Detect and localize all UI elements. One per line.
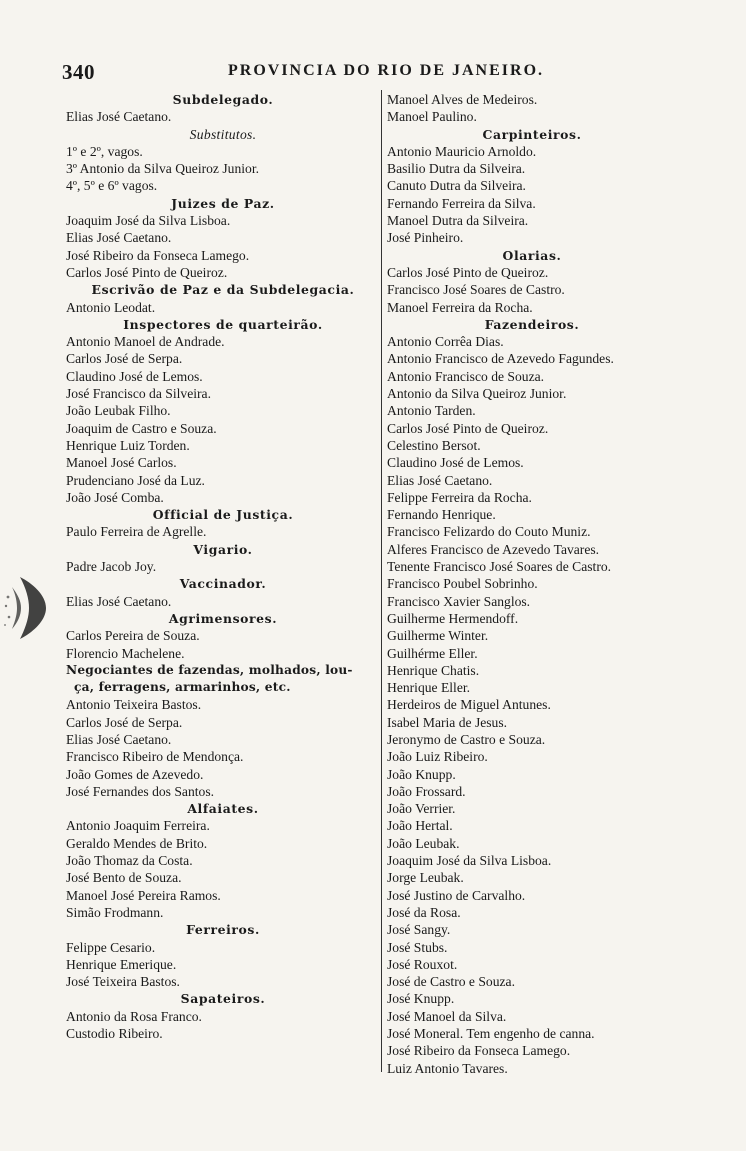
- right-column-entry: Canuto Dutra da Silveira.: [387, 178, 526, 194]
- left-column-entry: Joaquim José da Silva Lisboa.: [66, 213, 231, 229]
- right-column-entry: José da Rosa.: [387, 904, 461, 920]
- right-column-entry: João Leubak.: [387, 835, 460, 851]
- right-column-section-heading: Olarias.: [502, 247, 562, 263]
- right-column-entry: Francisco Xavier Sanglos.: [387, 593, 531, 609]
- left-column-entry: José Francisco da Silveira.: [66, 386, 211, 402]
- left-column-entry: Carlos José de Serpa.: [66, 714, 183, 730]
- left-column-entry: Felippe Cesario.: [66, 939, 156, 955]
- right-column-entry: José Stubs.: [387, 939, 448, 955]
- left-column-section-heading: ça, ferragens, armarinhos, etc.: [74, 680, 291, 695]
- left-column-entry: Florencio Machelene.: [66, 645, 185, 661]
- ink-blot-icon: [2, 573, 50, 643]
- left-column-entry: Prudenciano José da Luz.: [66, 472, 205, 488]
- left-column-entry: Henrique Luiz Torden.: [66, 437, 190, 453]
- right-column-entry: Antonio Tarden.: [387, 403, 476, 419]
- right-column-entry: Antonio da Silva Queiroz Junior.: [387, 386, 567, 402]
- right-column-entry: Herdeiros de Miguel Antunes.: [387, 697, 551, 713]
- left-column-section-heading: Alfaiates.: [187, 801, 259, 817]
- left-column-entry: Manoel José Carlos.: [66, 455, 177, 471]
- left-column-entry: João Leubak Filho.: [66, 403, 171, 419]
- right-column-entry: Guilhérme Eller.: [387, 645, 478, 661]
- left-column-entry: Carlos José de Serpa.: [66, 351, 183, 367]
- left-column-subheading: Substitutos.: [189, 126, 257, 142]
- right-column-entry: José Sangy.: [387, 922, 451, 938]
- right-column-entry: Fernando Ferreira da Silva.: [387, 195, 536, 211]
- right-column-entry: Carlos José Pinto de Queiroz.: [387, 264, 549, 280]
- right-column-entry: Guilherme Winter.: [387, 628, 489, 644]
- right-column-entry: Guilherme Hermendoff.: [387, 610, 519, 626]
- left-column-section-heading: Vigario.: [193, 541, 253, 557]
- right-column-entry: Manoel Dutra da Silveira.: [387, 213, 529, 229]
- left-column-entry: Geraldo Mendes de Brito.: [66, 835, 208, 851]
- right-column-entry: Joaquim José da Silva Lisboa.: [387, 853, 552, 869]
- right-column-entry: Jeronymo de Castro e Souza.: [387, 731, 546, 747]
- right-column: [387, 91, 677, 1077]
- left-column-section-heading: Agrimensores.: [168, 610, 278, 626]
- right-column-entry: Francisco José Soares de Castro.: [387, 282, 565, 298]
- left-column-entry: 3º Antonio da Silva Queiroz Junior.: [66, 161, 260, 177]
- right-column-entry: Henrique Chatis.: [387, 662, 480, 678]
- left-column-entry: Antonio Manoel de Andrade.: [66, 334, 225, 350]
- right-column-entry: Manoel Ferreira da Rocha.: [387, 299, 533, 315]
- right-column-entry: Celestino Bersot.: [387, 437, 481, 453]
- right-column-entry: Antonio Francisco de Azevedo Fagundes.: [387, 351, 614, 367]
- right-column-entry: Fernando Henrique.: [387, 507, 496, 523]
- left-column-section-heading: Sapateiros.: [180, 991, 266, 1007]
- left-column-section-heading: Escrivão de Paz e da Subdelegacia.: [91, 282, 355, 298]
- left-column: [66, 91, 380, 1042]
- left-column-entry: João Gomes de Azevedo.: [66, 766, 204, 782]
- right-column-section-heading: Carpinteiros.: [482, 126, 582, 142]
- right-column-entry: Francisco Felizardo do Couto Muniz.: [387, 524, 591, 540]
- left-column-section-heading: Vaccinador.: [179, 576, 267, 592]
- right-column-entry: João Knupp.: [387, 766, 456, 782]
- right-column-entry: Manoel Paulino.: [387, 109, 477, 125]
- right-column-entry: Claudino José de Lemos.: [387, 455, 524, 471]
- right-column-entry: José Moneral. Tem engenho de canna.: [387, 1026, 595, 1042]
- right-column-entry: Tenente Francisco José Soares de Castro.: [387, 559, 612, 575]
- left-column-entry: Custodio Ribeiro.: [66, 1026, 163, 1042]
- right-column-entry: João Hertal.: [387, 818, 453, 834]
- left-column-entry: Henrique Emerique.: [66, 956, 177, 972]
- left-column-entry: Elias José Caetano.: [66, 593, 172, 609]
- left-column-entry: Elias José Caetano.: [66, 731, 172, 747]
- left-column-entry: Antonio Leodat.: [66, 299, 156, 315]
- right-column-entry: Antonio Mauricio Arnoldo.: [387, 143, 537, 159]
- right-column-entry: Alferes Francisco de Azevedo Tavares.: [387, 541, 600, 557]
- left-column-section-heading: Juizes de Paz.: [171, 195, 275, 211]
- right-column-entry: Elias José Caetano.: [387, 472, 493, 488]
- left-column-section-heading: Subdelegado.: [172, 92, 274, 107]
- left-column-entry: Claudino José de Lemos.: [66, 368, 203, 384]
- right-column-entry: José Ribeiro da Fonseca Lamego.: [387, 1043, 571, 1059]
- left-column-entry: 4º, 5º e 6º vagos.: [66, 178, 158, 194]
- left-column-entry: João Thomaz da Costa.: [66, 853, 193, 869]
- left-column-entry: Paulo Ferreira de Agrelle.: [66, 524, 207, 540]
- right-column-entry: João Frossard.: [387, 783, 466, 799]
- right-column-entry: Antonio Corrêa Dias.: [387, 334, 504, 350]
- right-column-entry: Isabel Maria de Jesus.: [387, 714, 508, 730]
- left-column-section-heading: Inspectores de quarteirão.: [123, 316, 323, 332]
- left-column-entry: João José Comba.: [66, 489, 164, 505]
- left-column-entry: Simão Frodmann.: [66, 904, 164, 920]
- right-column-section-heading: Fazendeiros.: [484, 316, 580, 332]
- right-column-entry: Henrique Eller.: [387, 680, 471, 696]
- left-column-entry: Antonio Teixeira Bastos.: [66, 697, 202, 713]
- left-column-entry: Antonio Joaquim Ferreira.: [66, 818, 210, 834]
- right-column-entry: Jorge Leubak.: [387, 870, 464, 886]
- right-column-entry: João Luiz Ribeiro.: [387, 749, 488, 765]
- right-column-entry: José Knupp.: [387, 991, 455, 1007]
- left-column-entry: Carlos José Pinto de Queiroz.: [66, 264, 228, 280]
- page-number: 340: [62, 60, 95, 84]
- right-column-entry: José de Castro e Souza.: [387, 974, 515, 990]
- right-column-entry: José Pinheiro.: [387, 230, 464, 246]
- left-column-section-heading: Ferreiros.: [186, 922, 260, 938]
- right-column-entry: João Verrier.: [387, 801, 456, 817]
- left-column-section-heading: Negociantes de fazendas, molhados, lou-: [66, 662, 353, 677]
- left-column-entry: José Bento de Souza.: [66, 870, 182, 886]
- column-divider: [381, 90, 382, 1072]
- left-column-entry: Joaquim de Castro e Souza.: [66, 420, 217, 436]
- right-column-entry: Basilio Dutra da Silveira.: [387, 161, 526, 177]
- right-column-entry: Francisco Poubel Sobrinho.: [387, 576, 538, 592]
- right-column-entry: Carlos José Pinto de Queiroz.: [387, 420, 549, 436]
- right-column-entry: Antonio Francisco de Souza.: [387, 368, 545, 384]
- left-column-entry: 1º e 2º, vagos.: [66, 143, 143, 159]
- running-head: PROVINCIA DO RIO DE JANEIRO.: [227, 62, 545, 79]
- left-column-entry: Manoel José Pereira Ramos.: [66, 887, 221, 903]
- left-column-entry: Carlos Pereira de Souza.: [66, 628, 200, 644]
- left-column-entry: Francisco Ribeiro de Mendonça.: [66, 749, 244, 765]
- right-column-entry: José Rouxot.: [387, 956, 458, 972]
- left-column-entry: Elias José Caetano.: [66, 230, 172, 246]
- left-column-entry: Antonio da Rosa Franco.: [66, 1008, 202, 1024]
- left-column-entry: José Teixeira Bastos.: [66, 974, 180, 990]
- right-column-entry: Felippe Ferreira da Rocha.: [387, 489, 532, 505]
- left-column-entry: José Fernandes dos Santos.: [66, 783, 215, 799]
- right-column-entry: Luiz Antonio Tavares.: [387, 1060, 508, 1076]
- right-column-entry: José Manoel da Silva.: [387, 1008, 507, 1024]
- right-column-entry: Manoel Alves de Medeiros.: [387, 92, 538, 107]
- left-column-entry: Padre Jacob Joy.: [66, 559, 157, 575]
- left-column-section-heading: Official de Justiça.: [152, 507, 294, 523]
- right-column-entry: José Justino de Carvalho.: [387, 887, 526, 903]
- left-column-entry: José Ribeiro da Fonseca Lamego.: [66, 247, 250, 263]
- left-column-entry: Elias José Caetano.: [66, 109, 172, 125]
